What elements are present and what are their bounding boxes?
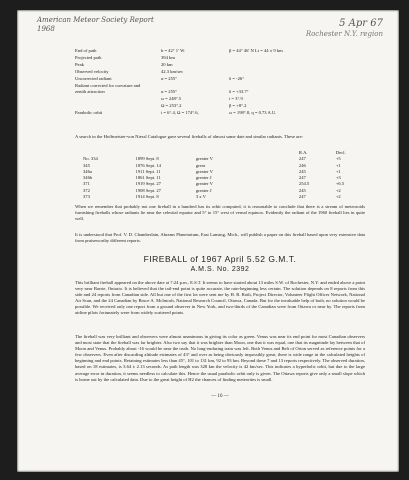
parameter-row (75, 103, 375, 110)
table-cell: greater J (195, 175, 212, 181)
parameter-v1: Ω = 253°.2 (161, 103, 182, 109)
parameter-v1: 394 km (161, 54, 175, 60)
orbit-parameters (75, 48, 375, 117)
parameter-row (75, 110, 375, 117)
parameter-v2: δ = -26° (229, 75, 245, 81)
table-row (75, 194, 365, 200)
table-cell: +6.5 (335, 181, 345, 187)
parameter-v2 (229, 55, 309, 62)
document-page (17, 10, 399, 472)
parameter-row (75, 76, 375, 83)
section-title: FIREBALL of 1967 April 5.52 G.M.T. (143, 254, 297, 264)
parameter-v1: ω = 248°.5 (161, 96, 182, 102)
parameter-v1: i = 6°.4, Ω = 174°.6, (161, 110, 199, 116)
table-cell: great (195, 162, 205, 168)
parameter-label: End of path (75, 48, 97, 53)
handwritten-region: Rochester N.Y. region (305, 30, 383, 38)
parameter-row (75, 69, 375, 76)
parameter-v2 (229, 62, 309, 69)
handwritten-note-top-left (37, 16, 154, 34)
table-cell: 1919 Sept. 27 (135, 181, 161, 187)
table-cell: greater J (195, 187, 212, 193)
parameter-v1: 42.3 km/sec (161, 68, 184, 74)
parameter-label: Observed velocity (75, 68, 109, 74)
table-cell: No. 334 (83, 156, 98, 162)
parameter-label (75, 103, 161, 110)
handwritten-line: 1968 (37, 25, 55, 33)
table-cell: greater V (195, 156, 213, 162)
handwritten-date: 5 Apr 67 (339, 18, 383, 29)
table-cell: +5 (335, 156, 341, 162)
parameter-v1: 20 km (161, 61, 173, 67)
table-cell: 247 (298, 194, 306, 200)
table-cell: 245 (298, 187, 306, 193)
table-cell: 346b (83, 175, 93, 181)
parameter-v2: ω = 198°.8, q = 0.73 A.U. (229, 110, 277, 116)
table-cell: 247 (298, 156, 306, 162)
header-cell: Decl. (335, 150, 346, 155)
table-cell: 1914 Sept. 8 (135, 194, 159, 200)
parameter-label: zenith attraction (75, 89, 105, 95)
parameter-v1: b = 42° 1′ W. (161, 48, 186, 53)
parameter-row (75, 48, 375, 55)
parameter-v2 (229, 69, 309, 76)
parameter-label: Projected path (75, 54, 102, 60)
parameter-v1: α = 255° (161, 89, 178, 95)
handwritten-note-top-right (306, 18, 383, 40)
table-cell: greater V (195, 168, 213, 174)
parameter-label: Peak (75, 61, 84, 67)
handwritten-line: American Meteor Society Report (37, 16, 154, 24)
parameter-v2: β = 44° 46′ N Lt = 44 ± 9 km (229, 48, 283, 53)
parameter-label: Radiant corrected for curvature and (75, 82, 141, 88)
parameter-row (75, 55, 375, 62)
table-cell: 254.5 (298, 181, 310, 187)
table-cell: greater V (195, 181, 213, 187)
table-cell: 373 (83, 194, 90, 200)
table-cell: +2 (335, 187, 341, 193)
paragraph-stream: When we remember that probably not one fireball in a hundred has its orbit computed, it is reasonable to conclude that there is a stream of meteoroids furnishing fireballs whose radiants lie near the celestial equator and 5° to 15° west of vernal equinox. Evidently the radiant of the 1960 fireball lies in quite well. (75, 204, 365, 222)
table-cell: 1899 Sept. 8 (135, 156, 159, 162)
parameter-v1 (161, 83, 229, 90)
table-cell: 1908 Sept. 27 (135, 187, 161, 193)
parameter-v2 (229, 83, 309, 90)
page-number: — 16 — (211, 394, 229, 399)
paragraph-observations: The fireball was very brilliant and observers were almost unanimous in giving its color as green. Venus was near its end point for most Canadian observers and most state that the fireball was far brighter. Also two say that it was brighter than Moon, one that it was equal, one that its magnitude lay between that of Moon and Venus. Probably about -16 would be near the truth. No long-enduring train was left. Both Venus and Belt of Orion served as reference points for a few observers. Even after discarding altitude estimates of 43° and over as being obviously impossibly great, there is wide range in the calculated heights of beginning and end points. Retaining estimates less than 45°, 101 to 131 km, 92 to 93 km. Beyond these 7 and 13 reports respectively. The observed duration, based on 18 estimates, is 3.64 ± 2.13 seconds. As path length was 328 km the velocity is 42 km/sec. This indicates a hyperbolic orbit, but due to the large average error in duration, it seems needless to calculate this. Hence the usual parabolic orbit only is given. The Ottawa reports give only a small slope which is borne out by the calculated data. Due to the great height of H2 the chances of finding meteorites is small. (75, 334, 365, 382)
table-cell: 245 (298, 168, 306, 174)
parameter-row (75, 62, 375, 69)
section-subtitle: A.M.S. No. 2392 (190, 266, 250, 273)
table-cell: 371 (83, 181, 90, 187)
fireball-table (75, 150, 365, 200)
table-cell: 1911 Sept. 11 (135, 168, 161, 174)
table-cell: +1 (335, 162, 341, 168)
table-cell: +3 (335, 175, 341, 181)
parameter-label: Parabolic orbit (75, 110, 103, 116)
parameter-v2: i = 3°.9 (229, 96, 243, 102)
intro-paragraph: A search in the Hoffmeister-von Niessl Catalogue gave several fireballs of almost same date and similar radiants. These are: (75, 134, 303, 139)
table-cell: 372 (83, 187, 90, 193)
parameter-label: Uncorrected radiant (75, 75, 112, 81)
table-cell: 346a (83, 168, 92, 174)
paragraph-publication: It is understood that Prof. V. D. Chamberlain, Abrams Planetarium, East Lansing, Mich., will publish a paper on this fireball based upon very extensive data from praiseworthy different reports. (75, 232, 365, 244)
header-cell: R.A. (298, 150, 308, 155)
parameter-v2: δ = +33.7° (229, 89, 249, 95)
parameter-label (75, 96, 161, 103)
table-cell: 246 (298, 162, 306, 168)
parameter-v1: α = 255° (161, 75, 178, 81)
table-cell: 1876 Sept. 14 (135, 162, 161, 168)
table-cell: +1 (335, 168, 341, 174)
table-cell: 1861 Sept. 11 (135, 175, 161, 181)
table-cell: 247 (298, 175, 306, 181)
parameter-row (75, 89, 375, 96)
paragraph-description: This brilliant fireball appeared on the above date at 7:24 p.m., E.S.T. It seems to have started about 13 miles S.W. of Rochester, N.Y. and ended above a point very near Barrie, Ontario. It is believed that the tail-end point is quite accurate, the rain-beginning less certain. The solution depends on 8 reports from this side and 24 reports from Canadian side. All but one of the first lot were sent me by H. R. Roth, Project Director, Volunteer Flight Officer Network, National Air Scan, and the 24 Canadian by Bruce A. McIntosh, National Research Council, Ottawa, Canada. But for the invaluable help of both, no solution would be possible. We received only one report from a ground observer in New York, and two-thirds of the Canadian were from Ottawa or near by. The reports from airline pilots fortunately were from widely scattered points. (75, 280, 365, 316)
table-cell: 3 x V (195, 194, 206, 200)
table-body (75, 156, 365, 200)
table-cell: 345 (83, 162, 90, 168)
parameter-row (75, 96, 375, 103)
parameter-row (75, 83, 375, 90)
table-cell: +2 (335, 194, 341, 200)
parameter-v2: β = +8°.2 (229, 103, 247, 109)
